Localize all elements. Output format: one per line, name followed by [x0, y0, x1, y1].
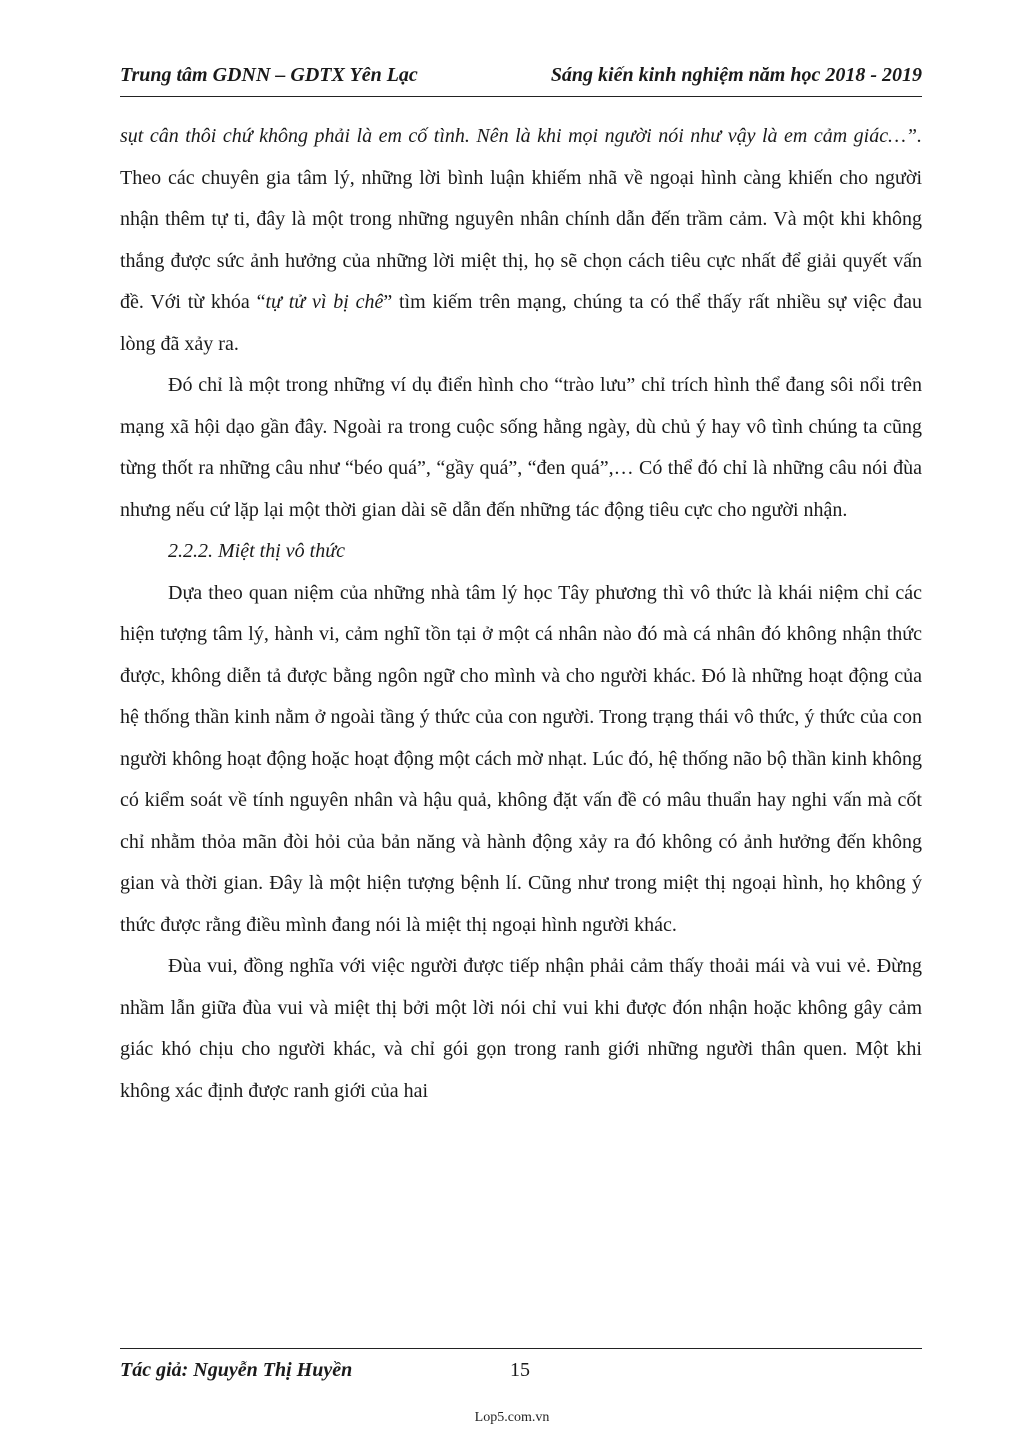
paragraph-1-text-a: Theo các chuyên gia tâm lý, những lời bình luận khiếm nhã về ngoại hình càng khiến cho người nhận thêm tự ti, đây là một trong những nguyên nhân chính dẫn đến trầm cảm. Và một khi không thắng được sức ảnh hưởng của những lời miệt thị, họ sẽ chọn cách tiêu cực nhất để giải quyết vấn đề. Với từ khóa “: [120, 166, 922, 313]
page-number: 15: [510, 1359, 530, 1381]
footer-author: Tác giả: Nguyễn Thị Huyền: [120, 1359, 353, 1381]
paragraph-1: [120, 116, 922, 365]
page-header: [120, 62, 922, 97]
watermark: Lop5.com.vn: [474, 1410, 550, 1425]
header-document-title: Sáng kiến kinh nghiệm năm học 2018 - 2019: [550, 64, 922, 86]
paragraph-2: Đó chỉ là một trong những ví dụ điển hình cho “trào lưu” chỉ trích hình thể đang sôi nổi trên mạng xã hội dạo gần đây. Ngoài ra trong cuộc sống hằng ngày, dù chủ ý hay vô tình chúng ta cũng từng thốt ra những câu như “béo quá”, “gầy quá”, “đen quá”,… Có thể đó chỉ là những câu nói đùa nhưng nếu cứ lặp lại một thời gian dài sẽ dẫn đến những tác động tiêu cực cho người nhận.: [120, 374, 922, 521]
quote-italic: sụt cân thôi chứ không phải là em cố tình. Nên là khi mọi người nói như vậy là em cảm giác…”.: [120, 125, 922, 147]
paragraph-1-text-b: ” tìm kiếm trên mạng, chúng ta có thể thấy rất nhiều sự việc đau lòng đã xảy ra.: [120, 291, 922, 355]
document-body: [120, 116, 922, 1112]
footer-divider: [120, 1348, 922, 1349]
paragraph-3: Dựa theo quan niệm của những nhà tâm lý học Tây phương thì vô thức là khái niệm chỉ các hiện tượng tâm lý, hành vi, cảm nghĩ tồn tại ở một cá nhân nào đó mà cá nhân đó không nhận thức được, không diễn tả được bằng ngôn ngữ cho mình và cho người khác. Đó là những hoạt động của hệ thống thần kinh nằm ở ngoài tầng ý thức của con người. Trong trạng thái vô thức, ý thức của con người không hoạt động hoặc hoạt động một cách mờ nhạt. Lúc đó, hệ thống não bộ thần kinh không có kiểm soát về tính nguyên nhân và hậu quả, không đặt vấn đề có mâu thuẩn hay nghi vấn mà cốt chỉ nhằm thỏa mãn đòi hỏi của bản năng và hành động xảy ra đó không có ảnh hưởng đến không gian và thời gian. Đây là một hiện tượng bệnh lí. Cũng như trong miệt thị ngoại hình, họ không ý thức được rằng điều mình đang nói là miệt thị ngoại hình người khác.: [120, 581, 922, 936]
paragraph-4: Đùa vui, đồng nghĩa với việc người được tiếp nhận phải cảm thấy thoải mái và vui vẻ. Đừng nhầm lẫn giữa đùa vui và miệt thị bởi một lời nói chỉ vui khi được đón nhận hoặc không gây cảm giác khó chịu cho người khác, và chỉ gói gọn trong ranh giới những người thân quen. Một khi không xác định được ranh giới của hai: [120, 955, 922, 1102]
keyword-italic: tự tử vì bị chê: [265, 291, 384, 313]
section-heading: 2.2.2. Miệt thị vô thức: [168, 540, 345, 562]
header-institution: Trung tâm GDNN – GDTX Yên Lạc: [120, 64, 418, 86]
